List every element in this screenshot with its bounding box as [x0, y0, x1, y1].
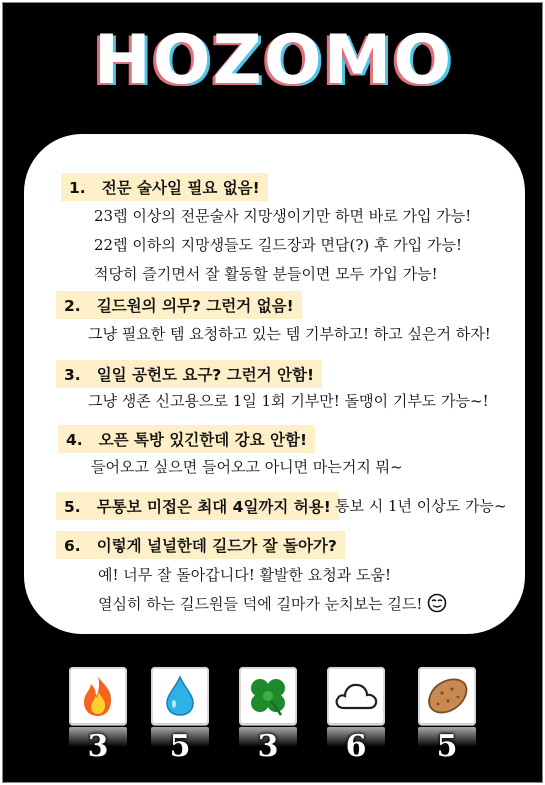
rule-number: 3. [64, 366, 81, 384]
rule-number: 6. [64, 537, 81, 555]
rule-title: 무통보 미접은 최대 4일까지 허용! [96, 498, 331, 516]
rule-heading-5 [56, 492, 339, 520]
cloud-count: 6 [345, 729, 367, 764]
rule-title: 전문 술사일 필요 없음! [101, 179, 260, 197]
guild-logo: HOZOMO [93, 21, 454, 100]
water-count: 5 [169, 729, 191, 764]
rule-number: 5. [64, 498, 81, 516]
rule-line: 22렙 이하의 지망생들도 길드장과 면담(?) 후 가입 가능! [94, 236, 463, 254]
rule-title: 길드원의 의무? 그런거 없음! [96, 297, 294, 315]
rule-heading-6 [56, 531, 345, 559]
cloud-tile [327, 667, 385, 725]
fire-tile [69, 667, 127, 725]
clover-tile [239, 667, 297, 725]
rule-number: 2. [64, 297, 81, 315]
rule-heading-1 [61, 173, 268, 201]
rule-title: 이렇게 널널한데 길드가 잘 돌아가? [96, 537, 337, 555]
rules-card [24, 134, 525, 634]
rule-number: 1. [69, 179, 86, 197]
rule-heading-4 [58, 425, 315, 453]
guild-poster [2, 2, 543, 783]
fire-icon [78, 674, 118, 718]
potato-count: 5 [436, 729, 458, 764]
rule-title: 일일 공헌도 요구? 그런거 안함! [96, 366, 315, 384]
water-tile [151, 667, 209, 725]
relieved-face-icon [427, 593, 447, 613]
water-drop-icon [163, 674, 197, 718]
rule-line: 23렙 이상의 전문술사 지망생이기만 하면 바로 가입 가능! [94, 207, 472, 225]
rule-line: 그냥 필요한 템 요청하고 있는 템 기부하고! 하고 싶은거 하자! [88, 325, 491, 343]
rule-heading-3 [56, 360, 322, 388]
rule-line: 예! 너무 잘 돌아갑니다! 활발한 요청과 도움! [98, 566, 392, 584]
potato-icon [424, 675, 470, 717]
rule-line: 그냥 생존 신고용으로 1일 1회 기부만! 돌맹이 기부도 가능~! [88, 392, 489, 410]
rule-inline-note: 통보 시 1년 이상도 가능~ [335, 497, 507, 515]
rule-line: 열심히 하는 길드원들 덕에 길마가 눈치보는 길드! [98, 595, 423, 613]
rule-line: 적당히 즐기면서 잘 활동할 분들이면 모두 가입 가능! [94, 265, 438, 283]
resource-icon-row [3, 663, 544, 773]
rule-line-with-emoji [98, 593, 447, 614]
potato-tile [418, 667, 476, 725]
rule-title: 오픈 톡방 있긴한데 강요 안함! [98, 431, 308, 449]
rule-line: 들어오고 싶으면 들어오고 아니면 마는거지 뭐~ [91, 458, 403, 476]
clover-count: 3 [257, 729, 279, 764]
cloud-icon [332, 678, 380, 714]
rule-number: 4. [66, 431, 83, 449]
fire-count: 3 [87, 729, 109, 764]
rule-heading-2 [56, 291, 302, 319]
four-leaf-clover-icon [245, 673, 291, 719]
